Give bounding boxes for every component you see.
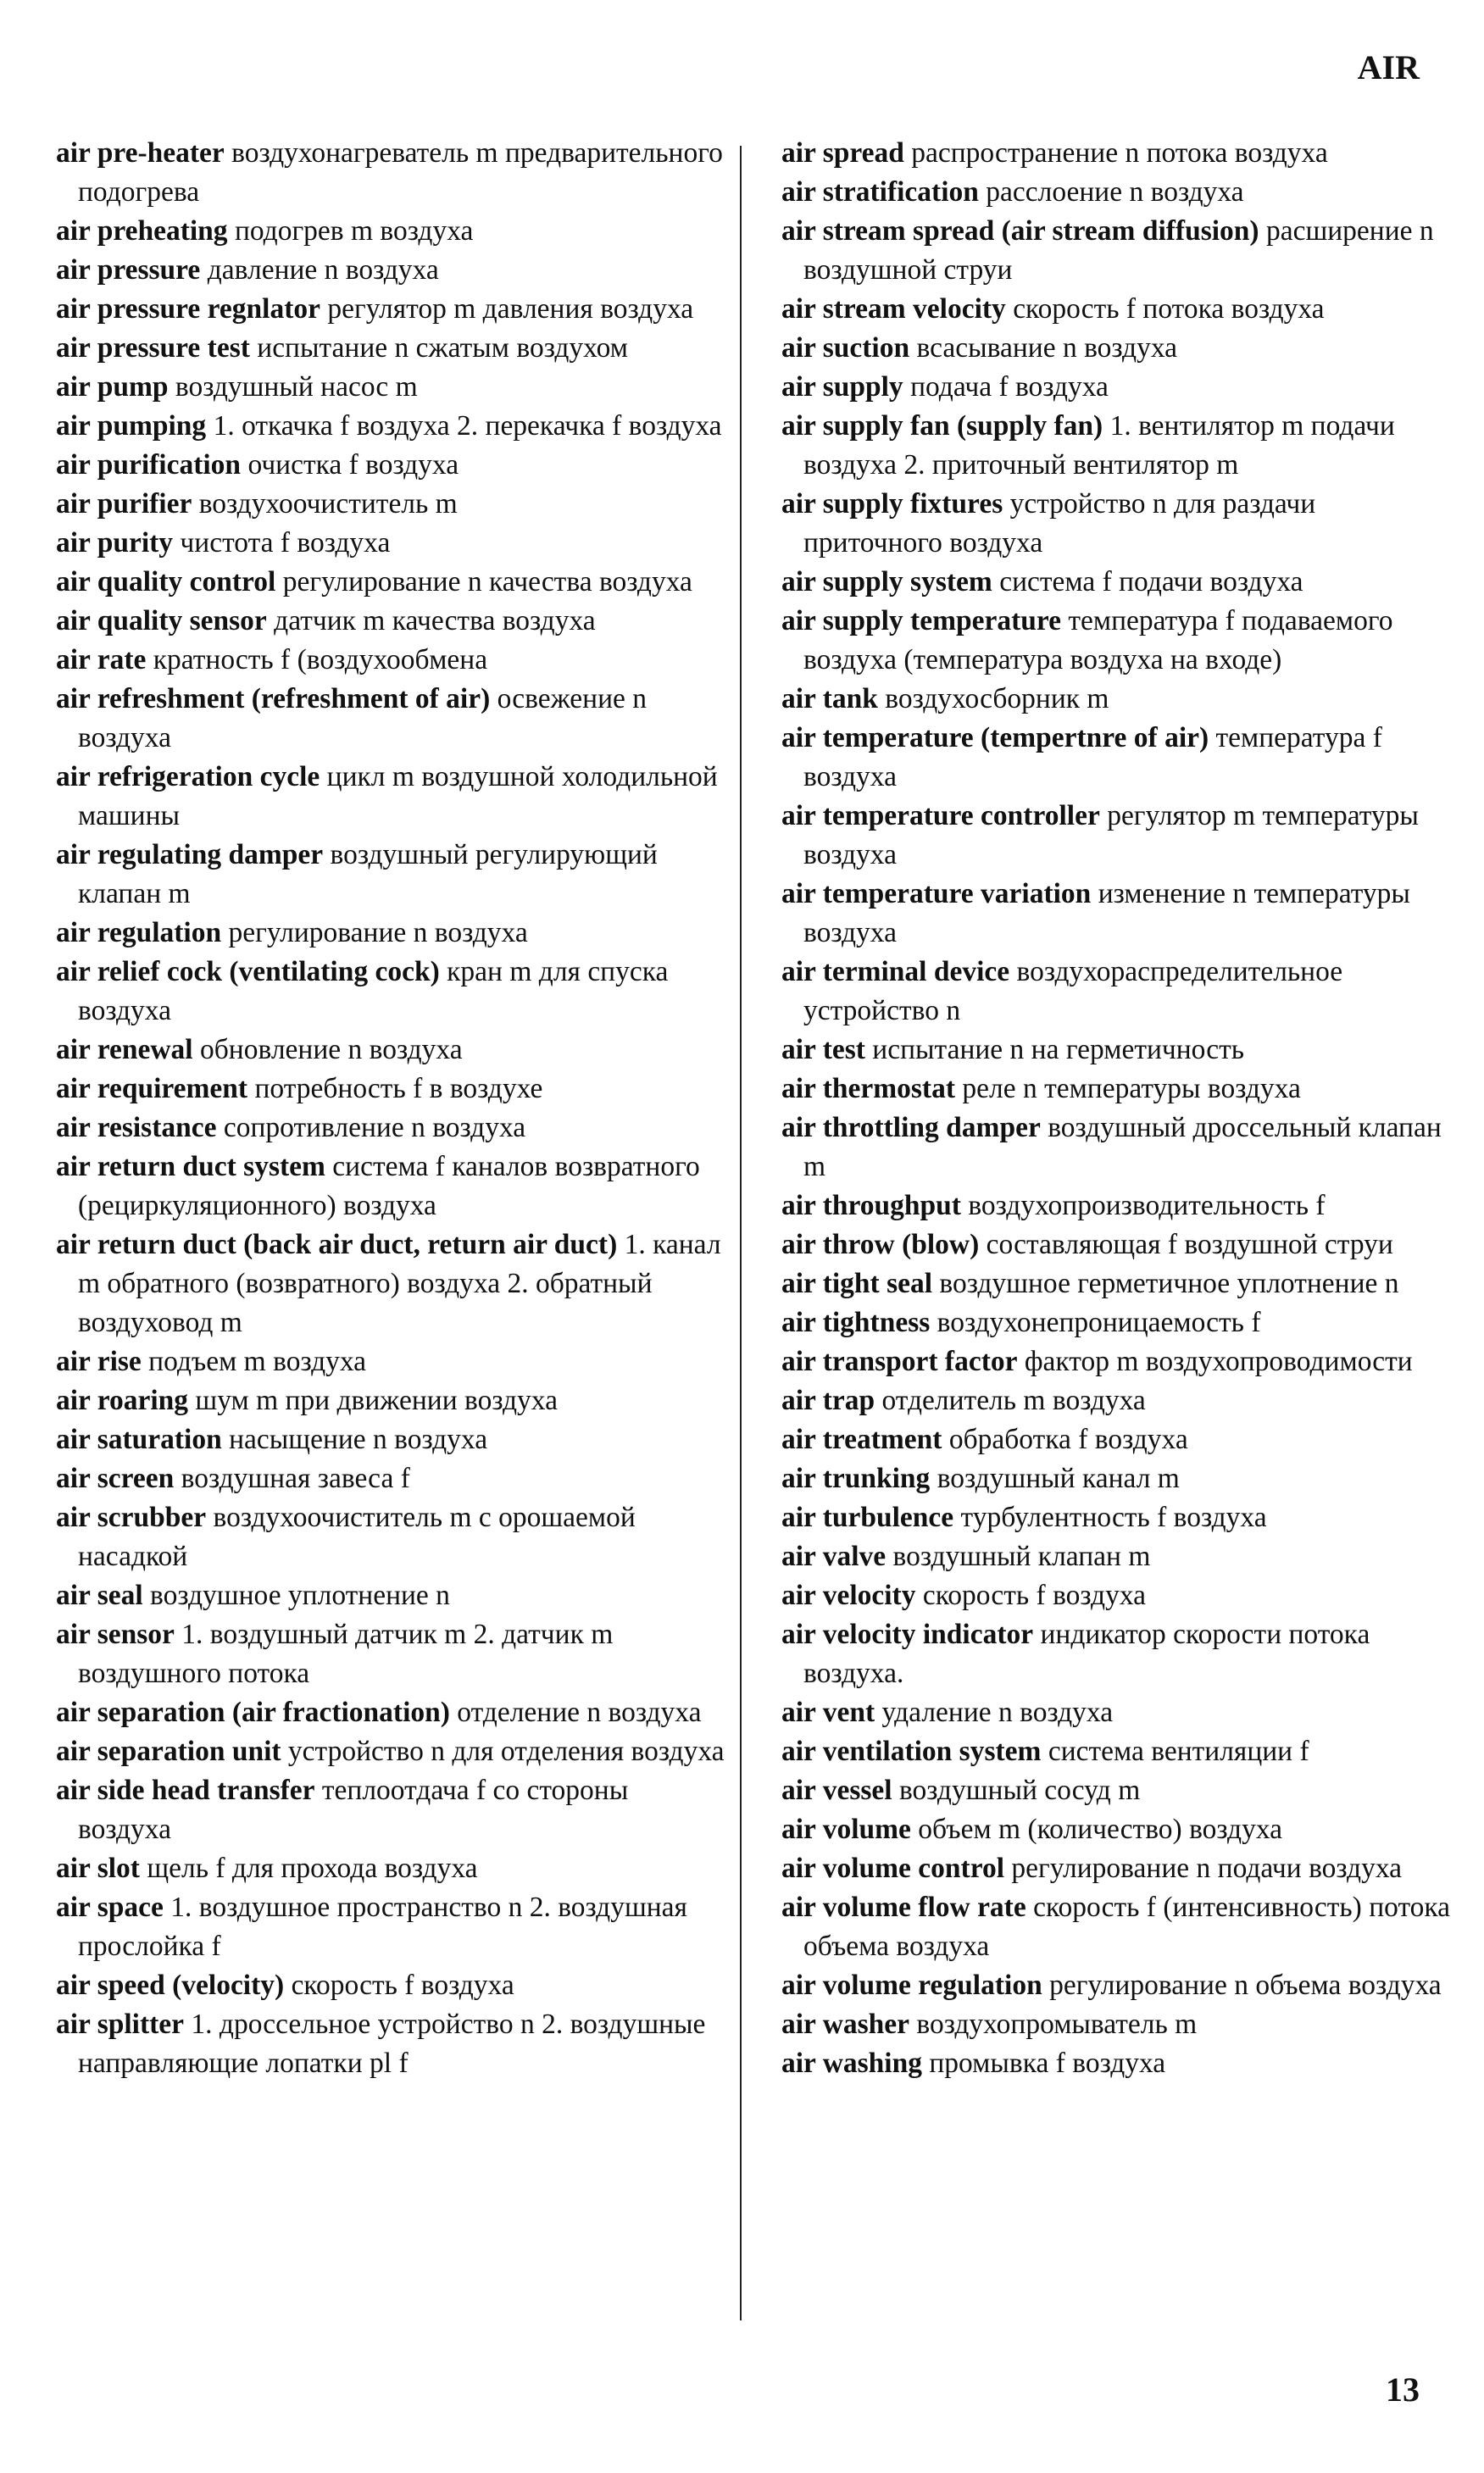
dictionary-entry xyxy=(56,1615,725,1693)
entry-term: air trap xyxy=(781,1385,875,1416)
dictionary-entry xyxy=(56,1381,725,1420)
dictionary-entry xyxy=(56,914,725,953)
entry-definition: всасывание n воздуха xyxy=(916,332,1178,364)
entry-definition: реле n температуры воздуха xyxy=(962,1073,1301,1104)
entry-definition: объем m (количество) воздуха xyxy=(918,1814,1283,1845)
entry-term: air sensor xyxy=(56,1619,175,1650)
entry-term: air supply xyxy=(781,371,903,403)
entry-term: air terminal device xyxy=(781,956,1010,987)
entry-definition: воздухонепроницаемость f xyxy=(937,1307,1261,1338)
dictionary-entry xyxy=(56,563,725,602)
dictionary-entry xyxy=(781,2005,1451,2044)
dictionary-entry xyxy=(781,953,1451,1031)
entry-definition: отделение n воздуха xyxy=(457,1697,702,1728)
entry-term: air treatment xyxy=(781,1424,942,1455)
entry-term: air velocity indicator xyxy=(781,1619,1034,1650)
entry-definition: система f подачи воздуха xyxy=(999,566,1303,597)
dictionary-entry xyxy=(781,1381,1451,1420)
entry-term: air supply system xyxy=(781,566,992,597)
entry-term: air purifier xyxy=(56,488,192,520)
dictionary-entry xyxy=(781,719,1451,797)
entry-term: air temperature variation xyxy=(781,878,1092,909)
entry-definition: регулятор m температуры воздуха xyxy=(803,800,1419,870)
dictionary-entry xyxy=(781,1031,1451,1070)
entry-definition: испытание n сжатым воздухом xyxy=(257,332,628,364)
entry-definition: воздушное герметичное уплотнение n xyxy=(939,1268,1399,1299)
entry-definition: кран m для спуска воздуха xyxy=(78,956,669,1026)
entry-definition: 1. дроссельное устройство n 2. воздушные направляющие лопатки pl f xyxy=(78,2009,706,2079)
dictionary-entry xyxy=(56,1732,725,1771)
dictionary-entry xyxy=(781,1771,1451,1810)
entry-term: air stream spread (air stream diffusion) xyxy=(781,215,1259,247)
entry-definition: сопротивление n воздуха xyxy=(223,1112,526,1143)
entry-term: air tank xyxy=(781,683,878,714)
dictionary-entry xyxy=(781,1537,1451,1576)
entry-term: air washer xyxy=(781,2009,910,2040)
entry-term: air screen xyxy=(56,1463,175,1494)
entry-term: air relief cock (ventilating cock) xyxy=(56,956,440,987)
entry-term: air requirement xyxy=(56,1073,248,1104)
entry-term: air rise xyxy=(56,1346,142,1377)
entry-definition: устройство n для раздачи приточного воздуха xyxy=(803,488,1316,559)
dictionary-entry xyxy=(781,1888,1451,1966)
entry-definition: скорость f (интенсивность) потока объема воздуха xyxy=(803,1892,1451,1962)
entry-term: air tightness xyxy=(781,1307,931,1338)
dictionary-entry xyxy=(781,1186,1451,1225)
dictionary-entry xyxy=(56,1109,725,1148)
dictionary-entry xyxy=(56,446,725,485)
left-column xyxy=(56,134,725,2083)
entry-definition: подогрев m воздуха xyxy=(234,215,474,247)
entry-definition: обновление n воздуха xyxy=(199,1034,463,1065)
entry-definition: 1. канал m обратного (возвратного) воздуха 2. обратный воздуховод m xyxy=(78,1229,721,1338)
dictionary-entry xyxy=(56,836,725,914)
entry-term: air test xyxy=(781,1034,865,1065)
entry-term: air preheating xyxy=(56,215,228,247)
entry-definition: расслоение n воздуха xyxy=(986,176,1244,208)
dictionary-entry xyxy=(781,212,1451,290)
entry-term: air pressure xyxy=(56,254,201,286)
entry-term: air renewal xyxy=(56,1034,193,1065)
entry-term: air volume flow rate xyxy=(781,1892,1026,1923)
dictionary-entry xyxy=(781,1420,1451,1459)
entry-term: air throw (blow) xyxy=(781,1229,980,1260)
dictionary-entry xyxy=(781,875,1451,953)
entry-definition: регулятор m давления воздуха xyxy=(327,293,694,325)
entry-definition: цикл m воздушной холодильной машины xyxy=(78,761,718,831)
running-header: AIR xyxy=(1357,48,1420,86)
entry-definition: воздушный клапан m xyxy=(892,1541,1151,1572)
entry-term: air valve xyxy=(781,1541,887,1572)
entry-term: air quality control xyxy=(56,566,276,597)
entry-term: air suction xyxy=(781,332,910,364)
dictionary-entry xyxy=(781,407,1451,485)
dictionary-entry xyxy=(781,1459,1451,1498)
entry-definition: щель f для прохода воздуха xyxy=(147,1853,478,1884)
dictionary-entry xyxy=(56,641,725,680)
entry-definition: расширение n воздушной струи xyxy=(803,215,1434,286)
dictionary-entry xyxy=(781,290,1451,329)
entry-term: air throttling damper xyxy=(781,1112,1041,1143)
entry-term: air ventilation system xyxy=(781,1736,1042,1767)
entry-term: air washing xyxy=(781,2048,922,2079)
entry-definition: воздушный канал m xyxy=(937,1463,1180,1494)
dictionary-entry xyxy=(56,212,725,251)
dictionary-entry xyxy=(781,1693,1451,1732)
entry-definition: испытание n на герметичность xyxy=(872,1034,1245,1065)
entry-definition: 1. откачка f воздуха 2. перекачка f воздуха xyxy=(213,410,722,442)
dictionary-entry xyxy=(781,1225,1451,1264)
entry-term: air purity xyxy=(56,527,174,559)
entry-definition: воздушная завеса f xyxy=(181,1463,410,1494)
entry-definition: давление n воздуха xyxy=(207,254,439,286)
entry-term: air volume regulation xyxy=(781,1970,1042,2001)
entry-term: air purification xyxy=(56,449,242,481)
dictionary-entry xyxy=(56,1576,725,1615)
entry-term: air seal xyxy=(56,1580,143,1611)
dictionary-entry xyxy=(56,1771,725,1849)
entry-term: air side head transfer xyxy=(56,1775,315,1806)
entry-definition: распространение n потока воздуха xyxy=(911,137,1328,169)
entry-term: air pumping xyxy=(56,410,207,442)
entry-term: air volume xyxy=(781,1814,911,1845)
dictionary-entry xyxy=(56,251,725,290)
dictionary-entry xyxy=(56,290,725,329)
entry-term: air velocity xyxy=(781,1580,916,1611)
dictionary-entry xyxy=(781,485,1451,563)
dictionary-entry xyxy=(781,680,1451,719)
dictionary-entry xyxy=(56,680,725,758)
entry-definition: 1. воздушное пространство n 2. воздушная прослойка f xyxy=(78,1892,687,1962)
dictionary-entry xyxy=(56,1693,725,1732)
entry-term: air temperature (tempertnre of air) xyxy=(781,722,1209,753)
entry-definition: шум m при движении воздуха xyxy=(195,1385,558,1416)
entry-term: air pressure regnlator xyxy=(56,293,321,325)
dictionary-entry xyxy=(56,953,725,1031)
entry-term: air speed (velocity) xyxy=(56,1970,285,2001)
dictionary-entry xyxy=(781,1303,1451,1342)
entry-term: air spread xyxy=(781,137,904,169)
entry-term: air separation unit xyxy=(56,1736,281,1767)
dictionary-entry xyxy=(56,1342,725,1381)
dictionary-entry xyxy=(56,2005,725,2083)
dictionary-entry xyxy=(56,1498,725,1576)
entry-term: air transport factor xyxy=(781,1346,1018,1377)
entry-definition: воздушный дроссельный клапан m xyxy=(803,1112,1442,1182)
entry-definition: скорость f воздуха xyxy=(922,1580,1147,1611)
entry-term: air regulating damper xyxy=(56,839,324,870)
entry-term: air supply temperature xyxy=(781,605,1062,636)
entry-term: air slot xyxy=(56,1853,140,1884)
dictionary-entry xyxy=(56,1888,725,1966)
dictionary-entry xyxy=(781,1264,1451,1303)
entry-term: air temperature controller xyxy=(781,800,1100,831)
entry-definition: 1. вентилятор m подачи воздуха 2. приточный вентилятор m xyxy=(803,410,1395,481)
entry-definition: воздушный сосуд m xyxy=(898,1775,1141,1806)
entry-definition: воздухосборник m xyxy=(885,683,1109,714)
entry-definition: температура f воздуха xyxy=(803,722,1382,792)
entry-term: air supply fan (supply fan) xyxy=(781,410,1103,442)
dictionary-entry xyxy=(56,1459,725,1498)
entry-term: air pump xyxy=(56,371,169,403)
dictionary-entry xyxy=(781,1576,1451,1615)
entry-definition: обработка f воздуха xyxy=(948,1424,1188,1455)
entry-definition: регулирование n объема воздуха xyxy=(1049,1970,1442,2001)
entry-definition: скорость f воздуха xyxy=(291,1970,514,2001)
dictionary-entry xyxy=(56,1225,725,1342)
entry-term: air return duct (back air duct, return air duct) xyxy=(56,1229,618,1260)
dictionary-entry xyxy=(781,1966,1451,2005)
dictionary-entry xyxy=(781,2044,1451,2083)
entry-definition: индикатор скорости потока воздуха. xyxy=(803,1619,1370,1689)
entry-term: air volume control xyxy=(781,1853,1005,1884)
entry-definition: воздухопроизводительность f xyxy=(968,1190,1326,1221)
entry-term: air space xyxy=(56,1892,164,1923)
entry-definition: насыщение n воздуха xyxy=(229,1424,488,1455)
dictionary-entry xyxy=(56,329,725,368)
entry-definition: очистка f воздуха xyxy=(247,449,459,481)
dictionary-entry xyxy=(781,602,1451,680)
dictionary-entry xyxy=(781,1342,1451,1381)
dictionary-entry xyxy=(56,524,725,563)
entry-definition: система вентиляции f xyxy=(1048,1736,1309,1767)
entry-definition: датчик m качества воздуха xyxy=(274,605,596,636)
entry-term: air refreshment (refreshment of air) xyxy=(56,683,491,714)
page-number: 13 xyxy=(1386,2370,1420,2409)
dictionary-entry xyxy=(781,1732,1451,1771)
entry-definition: удаление n воздуха xyxy=(881,1697,1114,1728)
entry-term: air tight seal xyxy=(781,1268,933,1299)
entry-term: air regulation xyxy=(56,917,222,948)
dictionary-entry xyxy=(56,758,725,836)
entry-term: air stratification xyxy=(781,176,979,208)
entry-definition: составляющая f воздушной струи xyxy=(986,1229,1393,1260)
entry-term: air pre-heater xyxy=(56,137,225,169)
entry-term: air supply fixtures xyxy=(781,488,1003,520)
dictionary-entry xyxy=(56,1420,725,1459)
entry-definition: подача f воздуха xyxy=(910,371,1109,403)
dictionary-entry xyxy=(781,1070,1451,1109)
entry-definition: регулирование n воздуха xyxy=(228,917,528,948)
entry-definition: воздухоочиститель m с орошаемой насадкой xyxy=(78,1502,636,1572)
entry-definition: освежение n воздуха xyxy=(78,683,648,753)
entry-definition: 1. воздушный датчик m 2. датчик m воздушного потока xyxy=(78,1619,614,1689)
entry-term: air scrubber xyxy=(56,1502,207,1533)
entry-term: air splitter xyxy=(56,2009,185,2040)
entry-term: air stream velocity xyxy=(781,293,1006,325)
dictionary-entry xyxy=(781,563,1451,602)
entry-term: air saturation xyxy=(56,1424,222,1455)
entry-term: air separation (air fractionation) xyxy=(56,1697,450,1728)
entry-definition: воздушный насос m xyxy=(175,371,418,403)
entry-definition: теплоотдача f со стороны воздуха xyxy=(78,1775,629,1845)
dictionary-entry xyxy=(781,1849,1451,1888)
entry-definition: подъем m воздуха xyxy=(148,1346,367,1377)
dictionary-entry xyxy=(781,1498,1451,1537)
entry-definition: температура f подаваемого воздуха (температура воздуха на входе) xyxy=(803,605,1393,675)
dictionary-entry xyxy=(781,1810,1451,1849)
dictionary-entry xyxy=(56,602,725,641)
entry-term: air vent xyxy=(781,1697,875,1728)
entry-definition: потребность f в воздухе xyxy=(254,1073,543,1104)
entry-definition: устройство n для отделения воздуха xyxy=(287,1736,725,1767)
entry-term: air quality sensor xyxy=(56,605,267,636)
entry-definition: регулирование n качества воздуха xyxy=(282,566,692,597)
dictionary-entry xyxy=(56,368,725,407)
entry-term: air rate xyxy=(56,644,147,675)
entry-definition: отделитель m воздуха xyxy=(881,1385,1146,1416)
entry-definition: регулирование n подачи воздуха xyxy=(1011,1853,1403,1884)
dictionary-entry xyxy=(781,368,1451,407)
dictionary-entry xyxy=(56,134,725,212)
entry-term: air roaring xyxy=(56,1385,189,1416)
entry-definition: воздушный регулирующий клапан m xyxy=(78,839,658,909)
right-column xyxy=(781,134,1451,2083)
entry-definition: изменение n температуры воздуха xyxy=(803,878,1410,948)
entry-term: air vessel xyxy=(781,1775,892,1806)
entry-definition: воздухопромыватель m xyxy=(916,2009,1198,2040)
entry-term: air thermostat xyxy=(781,1073,955,1104)
dictionary-entry xyxy=(56,407,725,446)
dictionary-entry xyxy=(56,485,725,524)
entry-term: air return duct system xyxy=(56,1151,325,1182)
entry-term: air trunking xyxy=(781,1463,931,1494)
entry-definition: воздухонагреватель m предварительного подогрева xyxy=(78,137,723,208)
dictionary-entry xyxy=(56,1148,725,1225)
dictionary-entry xyxy=(56,1070,725,1109)
entry-definition: кратность f (воздухообмена xyxy=(153,644,488,675)
entry-term: air pressure test xyxy=(56,332,250,364)
entry-definition: воздухоочиститель m xyxy=(198,488,458,520)
entry-term: air turbulence xyxy=(781,1502,954,1533)
entry-term: air refrigeration cycle xyxy=(56,761,320,792)
dictionary-entry xyxy=(781,797,1451,875)
entry-definition: промывка f воздуха xyxy=(929,2048,1166,2079)
entry-definition: чистота f воздуха xyxy=(180,527,391,559)
entry-definition: турбулентность f воздуха xyxy=(960,1502,1267,1533)
entry-definition: воздухораспределительное устройство n xyxy=(803,956,1343,1026)
column-divider xyxy=(740,146,742,2320)
dictionary-entry xyxy=(781,173,1451,212)
entry-definition: скорость f потока воздуха xyxy=(1013,293,1325,325)
dictionary-entry xyxy=(781,134,1451,173)
entry-term: air throughput xyxy=(781,1190,961,1221)
entry-term: air resistance xyxy=(56,1112,217,1143)
dictionary-entry xyxy=(781,329,1451,368)
dictionary-entry xyxy=(56,1966,725,2005)
dictionary-entry xyxy=(56,1849,725,1888)
entry-definition: фактор m воздухопроводимости xyxy=(1024,1346,1413,1377)
entry-definition: воздушное уплотнение n xyxy=(150,1580,450,1611)
dictionary-entry xyxy=(56,1031,725,1070)
dictionary-entry xyxy=(781,1615,1451,1693)
entry-definition: система f каналов возвратного (рециркуляционного) воздуха xyxy=(78,1151,700,1221)
dictionary-entry xyxy=(781,1109,1451,1186)
